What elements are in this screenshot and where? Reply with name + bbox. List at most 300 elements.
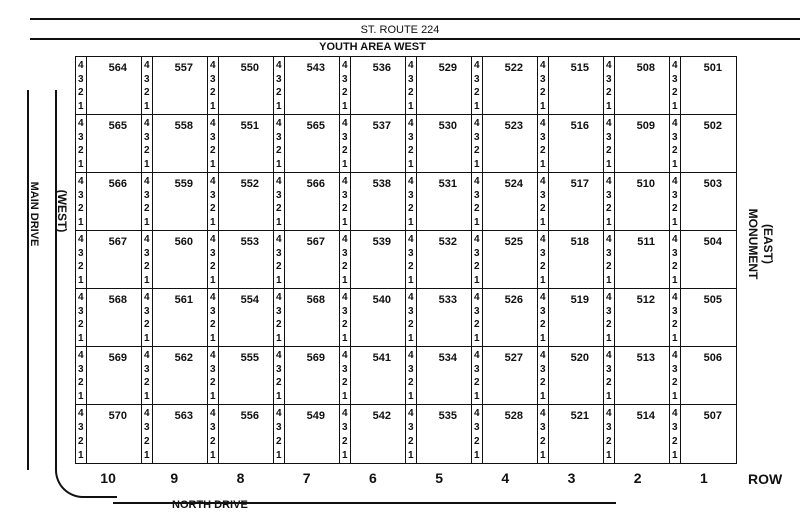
sub-position: 3 bbox=[540, 247, 546, 259]
sub-position: 4 bbox=[606, 176, 612, 187]
row-number: 3 bbox=[567, 470, 576, 486]
plot-number: 557 bbox=[174, 62, 193, 74]
sub-position-list bbox=[276, 350, 282, 402]
plot-number: 564 bbox=[108, 62, 127, 74]
sub-position: 2 bbox=[606, 377, 612, 389]
sub-position: 3 bbox=[540, 422, 546, 433]
sub-position: 4 bbox=[540, 292, 546, 303]
plot-cell bbox=[340, 231, 406, 289]
plot-cell bbox=[538, 173, 604, 231]
sub-position: 1 bbox=[210, 390, 216, 402]
sub-position: 2 bbox=[276, 261, 282, 273]
plot-number: 553 bbox=[240, 236, 259, 248]
sub-position: 1 bbox=[606, 332, 612, 344]
sub-position: 4 bbox=[606, 118, 612, 129]
sub-position: 4 bbox=[474, 176, 480, 187]
sub-position: 3 bbox=[210, 189, 216, 201]
row-number: 8 bbox=[236, 470, 245, 486]
sub-position: 2 bbox=[540, 87, 546, 99]
sub-position: 1 bbox=[342, 450, 348, 461]
sub-position-list bbox=[540, 292, 546, 344]
sub-position: 3 bbox=[342, 363, 348, 375]
sub-position-list bbox=[210, 234, 216, 286]
sub-position: 4 bbox=[276, 350, 282, 361]
plot-cell bbox=[406, 289, 472, 347]
plot-cell bbox=[76, 231, 142, 289]
sub-position: 4 bbox=[342, 234, 348, 245]
east-label: (EAST) bbox=[761, 223, 775, 264]
plot-cell bbox=[604, 231, 670, 289]
sub-position: 4 bbox=[474, 350, 480, 361]
sub-position: 3 bbox=[474, 131, 480, 143]
sub-position: 2 bbox=[408, 145, 414, 157]
sub-position: 1 bbox=[342, 332, 348, 344]
sub-position-list bbox=[342, 118, 348, 170]
sub-position: 4 bbox=[342, 350, 348, 361]
sub-position: 4 bbox=[672, 292, 678, 303]
sub-position: 3 bbox=[474, 73, 480, 85]
sub-position: 1 bbox=[672, 100, 678, 112]
sub-position: 2 bbox=[144, 203, 150, 215]
sub-position: 1 bbox=[408, 100, 414, 112]
sub-position-list bbox=[78, 292, 84, 344]
plot-number: 535 bbox=[438, 410, 457, 422]
sub-position: 1 bbox=[408, 332, 414, 344]
sub-position: 3 bbox=[276, 422, 282, 433]
sub-position: 4 bbox=[540, 118, 546, 129]
sub-position: 4 bbox=[78, 176, 84, 187]
sub-position: 3 bbox=[672, 363, 678, 375]
plot-number: 542 bbox=[372, 410, 391, 422]
plot-cell bbox=[208, 347, 274, 405]
plot-number: 516 bbox=[570, 120, 589, 132]
sub-position-list bbox=[474, 292, 480, 344]
sub-position: 1 bbox=[606, 450, 612, 461]
sub-position: 3 bbox=[210, 363, 216, 375]
plot-number: 566 bbox=[306, 178, 325, 190]
sub-position: 1 bbox=[144, 100, 150, 112]
plot-number: 534 bbox=[438, 352, 457, 364]
sub-position: 1 bbox=[78, 332, 84, 344]
sub-position: 4 bbox=[78, 60, 84, 71]
sub-position: 2 bbox=[78, 203, 84, 215]
sub-position: 2 bbox=[474, 319, 480, 331]
sub-position: 3 bbox=[210, 305, 216, 317]
plot-number: 537 bbox=[372, 120, 391, 132]
sub-position: 3 bbox=[276, 189, 282, 201]
east-monument-label bbox=[745, 209, 775, 280]
sub-position: 2 bbox=[342, 377, 348, 389]
sub-position-list bbox=[210, 292, 216, 344]
sub-position: 4 bbox=[606, 408, 612, 419]
sub-position-list bbox=[144, 118, 150, 170]
sub-position: 4 bbox=[474, 292, 480, 303]
sub-position: 2 bbox=[342, 145, 348, 157]
plot-number: 507 bbox=[703, 410, 722, 422]
sub-position: 4 bbox=[276, 118, 282, 129]
sub-position: 2 bbox=[474, 145, 480, 157]
sub-position-list bbox=[210, 118, 216, 170]
plot-cell bbox=[472, 405, 538, 463]
sub-position-list bbox=[276, 292, 282, 344]
plot-number: 532 bbox=[438, 236, 457, 248]
route-224-line-bottom bbox=[30, 38, 800, 40]
plot-cell bbox=[538, 57, 604, 115]
sub-position: 3 bbox=[144, 131, 150, 143]
sub-position-list bbox=[672, 350, 678, 402]
sub-position-list bbox=[540, 176, 546, 228]
sub-position: 4 bbox=[408, 176, 414, 187]
sub-position: 4 bbox=[144, 350, 150, 361]
sub-position: 3 bbox=[540, 363, 546, 375]
plot-cell bbox=[472, 289, 538, 347]
sub-position: 1 bbox=[540, 450, 546, 461]
plot-cell bbox=[76, 115, 142, 173]
sub-position: 4 bbox=[606, 350, 612, 361]
route-224-label: ST. ROUTE 224 bbox=[360, 24, 440, 36]
sub-position: 4 bbox=[342, 60, 348, 71]
sub-position: 3 bbox=[342, 305, 348, 317]
sub-position: 3 bbox=[474, 247, 480, 259]
main-drive-line bbox=[27, 90, 29, 470]
row-number: 9 bbox=[170, 470, 179, 486]
sub-position: 4 bbox=[144, 118, 150, 129]
sub-position: 1 bbox=[342, 100, 348, 112]
sub-position-list bbox=[276, 118, 282, 170]
sub-position: 3 bbox=[276, 305, 282, 317]
sub-position: 2 bbox=[144, 377, 150, 389]
plot-cell bbox=[670, 231, 736, 289]
sub-position: 2 bbox=[408, 436, 414, 447]
plot-cell bbox=[208, 231, 274, 289]
sub-position: 4 bbox=[474, 234, 480, 245]
plot-number: 530 bbox=[438, 120, 457, 132]
sub-position: 2 bbox=[408, 377, 414, 389]
sub-position: 4 bbox=[210, 234, 216, 245]
plot-number: 560 bbox=[174, 236, 193, 248]
sub-position-list bbox=[474, 176, 480, 228]
sub-position: 1 bbox=[342, 216, 348, 228]
sub-position: 2 bbox=[78, 261, 84, 273]
sub-position: 4 bbox=[78, 118, 84, 129]
sub-position-list bbox=[606, 176, 612, 228]
plot-number: 529 bbox=[438, 62, 457, 74]
sub-position-list bbox=[540, 234, 546, 286]
plot-cell bbox=[142, 347, 208, 405]
sub-position: 1 bbox=[606, 100, 612, 112]
sub-position-list bbox=[474, 234, 480, 286]
sub-position-list bbox=[276, 408, 282, 461]
sub-position: 3 bbox=[606, 422, 612, 433]
sub-position: 4 bbox=[342, 292, 348, 303]
sub-position: 1 bbox=[672, 450, 678, 461]
plot-number: 541 bbox=[372, 352, 391, 364]
sub-position: 2 bbox=[408, 261, 414, 273]
sub-position: 2 bbox=[540, 203, 546, 215]
plot-number: 533 bbox=[438, 294, 457, 306]
plot-cell bbox=[472, 231, 538, 289]
plot-cell bbox=[604, 405, 670, 463]
plot-number: 558 bbox=[174, 120, 193, 132]
sub-position: 1 bbox=[78, 216, 84, 228]
plot-cell bbox=[274, 173, 340, 231]
plot-number: 543 bbox=[306, 62, 325, 74]
sub-position-list bbox=[672, 118, 678, 170]
sub-position: 2 bbox=[606, 319, 612, 331]
plot-number: 525 bbox=[504, 236, 523, 248]
sub-position: 4 bbox=[672, 408, 678, 419]
sub-position: 3 bbox=[144, 422, 150, 433]
sub-position: 4 bbox=[276, 292, 282, 303]
plot-number: 518 bbox=[570, 236, 589, 248]
sub-position: 4 bbox=[144, 408, 150, 419]
sub-position: 1 bbox=[276, 274, 282, 286]
sub-position: 2 bbox=[606, 261, 612, 273]
sub-position: 3 bbox=[78, 189, 84, 201]
sub-position-list bbox=[474, 60, 480, 112]
sub-position: 1 bbox=[144, 274, 150, 286]
plot-cell bbox=[604, 57, 670, 115]
sub-position: 4 bbox=[606, 60, 612, 71]
sub-position: 4 bbox=[540, 234, 546, 245]
sub-position-list bbox=[78, 234, 84, 286]
sub-position: 3 bbox=[606, 305, 612, 317]
plot-number: 510 bbox=[636, 178, 655, 190]
sub-position: 1 bbox=[408, 158, 414, 170]
sub-position: 3 bbox=[672, 247, 678, 259]
sub-position-list bbox=[210, 408, 216, 461]
plot-cell bbox=[406, 57, 472, 115]
sub-position: 1 bbox=[474, 450, 480, 461]
plot-number: 503 bbox=[703, 178, 722, 190]
plot-number: 552 bbox=[240, 178, 259, 190]
plot-cell bbox=[670, 115, 736, 173]
sub-position: 1 bbox=[342, 274, 348, 286]
plot-cell bbox=[208, 57, 274, 115]
plot-number: 520 bbox=[570, 352, 589, 364]
plot-cell bbox=[340, 347, 406, 405]
sub-position: 1 bbox=[408, 390, 414, 402]
plot-cell bbox=[604, 173, 670, 231]
sub-position: 3 bbox=[474, 422, 480, 433]
sub-position: 1 bbox=[408, 274, 414, 286]
sub-position: 4 bbox=[672, 118, 678, 129]
sub-position-list bbox=[342, 176, 348, 228]
sub-position: 4 bbox=[210, 118, 216, 129]
plot-cell bbox=[604, 115, 670, 173]
plot-number: 515 bbox=[570, 62, 589, 74]
sub-position: 4 bbox=[78, 292, 84, 303]
sub-position-list bbox=[342, 350, 348, 402]
sub-position: 3 bbox=[144, 363, 150, 375]
sub-position-list bbox=[474, 118, 480, 170]
sub-position: 3 bbox=[210, 422, 216, 433]
sub-position-list bbox=[342, 292, 348, 344]
sub-position: 3 bbox=[144, 73, 150, 85]
sub-position: 3 bbox=[672, 131, 678, 143]
row-number: 7 bbox=[302, 470, 311, 486]
sub-position: 4 bbox=[276, 176, 282, 187]
plot-number: 528 bbox=[504, 410, 523, 422]
sub-position: 2 bbox=[540, 319, 546, 331]
sub-position-list bbox=[474, 350, 480, 402]
plot-number: 514 bbox=[636, 410, 655, 422]
plot-number: 509 bbox=[636, 120, 655, 132]
sub-position: 3 bbox=[276, 131, 282, 143]
sub-position: 2 bbox=[78, 436, 84, 447]
sub-position: 3 bbox=[606, 73, 612, 85]
sub-position-list bbox=[474, 408, 480, 461]
sub-position: 1 bbox=[276, 450, 282, 461]
plot-number: 508 bbox=[636, 62, 655, 74]
plot-cell bbox=[604, 289, 670, 347]
sub-position: 1 bbox=[540, 390, 546, 402]
plot-cell bbox=[274, 57, 340, 115]
sub-position-list bbox=[210, 350, 216, 402]
sub-position: 3 bbox=[408, 305, 414, 317]
plot-number: 570 bbox=[108, 410, 127, 422]
sub-position: 4 bbox=[210, 292, 216, 303]
sub-position: 3 bbox=[474, 363, 480, 375]
sub-position: 2 bbox=[210, 87, 216, 99]
sub-position: 4 bbox=[540, 350, 546, 361]
plot-cell bbox=[406, 231, 472, 289]
plot-cell bbox=[340, 173, 406, 231]
sub-position: 1 bbox=[606, 390, 612, 402]
sub-position: 2 bbox=[606, 145, 612, 157]
sub-position-list bbox=[672, 60, 678, 112]
sub-position: 4 bbox=[408, 292, 414, 303]
sub-position: 3 bbox=[276, 363, 282, 375]
sub-position: 1 bbox=[78, 450, 84, 461]
plot-number: 519 bbox=[570, 294, 589, 306]
sub-position-list bbox=[606, 350, 612, 402]
sub-position: 1 bbox=[276, 158, 282, 170]
sub-position: 3 bbox=[540, 305, 546, 317]
plot-number: 517 bbox=[570, 178, 589, 190]
plot-number: 527 bbox=[504, 352, 523, 364]
sub-position: 2 bbox=[78, 87, 84, 99]
sub-position: 3 bbox=[408, 73, 414, 85]
sub-position: 3 bbox=[210, 131, 216, 143]
youth-area-west-label: YOUTH AREA WEST bbox=[319, 41, 426, 53]
sub-position: 3 bbox=[342, 422, 348, 433]
route-224-line-top bbox=[30, 18, 800, 20]
sub-position: 2 bbox=[474, 261, 480, 273]
row-number: 4 bbox=[501, 470, 510, 486]
plot-cell bbox=[274, 405, 340, 463]
plot-cell bbox=[340, 115, 406, 173]
sub-position: 4 bbox=[408, 408, 414, 419]
sub-position-list bbox=[342, 60, 348, 112]
sub-position-list bbox=[210, 60, 216, 112]
plot-cell bbox=[406, 173, 472, 231]
sub-position-list bbox=[408, 292, 414, 344]
sub-position: 2 bbox=[210, 377, 216, 389]
plot-number: 551 bbox=[240, 120, 259, 132]
sub-position: 4 bbox=[540, 408, 546, 419]
plot-number: 531 bbox=[438, 178, 457, 190]
sub-position: 1 bbox=[144, 450, 150, 461]
sub-position: 4 bbox=[672, 350, 678, 361]
sub-position: 2 bbox=[210, 319, 216, 331]
sub-position: 2 bbox=[276, 436, 282, 447]
sub-position: 2 bbox=[540, 145, 546, 157]
sub-position-list bbox=[672, 408, 678, 461]
sub-position: 2 bbox=[276, 319, 282, 331]
sub-position: 1 bbox=[672, 390, 678, 402]
sub-position: 2 bbox=[210, 261, 216, 273]
sub-position: 3 bbox=[606, 363, 612, 375]
sub-position-list bbox=[144, 350, 150, 402]
sub-position: 4 bbox=[408, 350, 414, 361]
sub-position: 1 bbox=[672, 216, 678, 228]
plot-number: 539 bbox=[372, 236, 391, 248]
sub-position: 4 bbox=[210, 408, 216, 419]
row-number: 1 bbox=[699, 470, 708, 486]
plot-number: 540 bbox=[372, 294, 391, 306]
sub-position: 2 bbox=[276, 377, 282, 389]
sub-position: 1 bbox=[342, 158, 348, 170]
plot-number: 536 bbox=[372, 62, 391, 74]
plot-cell bbox=[208, 115, 274, 173]
sub-position: 2 bbox=[672, 87, 678, 99]
sub-position: 1 bbox=[210, 274, 216, 286]
sub-position: 2 bbox=[672, 261, 678, 273]
sub-position-list bbox=[606, 408, 612, 461]
plot-number: 555 bbox=[240, 352, 259, 364]
sub-position-list bbox=[276, 234, 282, 286]
sub-position: 1 bbox=[474, 158, 480, 170]
plot-number: 523 bbox=[504, 120, 523, 132]
sub-position: 4 bbox=[606, 292, 612, 303]
sub-position: 2 bbox=[672, 436, 678, 447]
plot-cell bbox=[340, 405, 406, 463]
sub-position: 1 bbox=[276, 100, 282, 112]
sub-position: 3 bbox=[672, 73, 678, 85]
sub-position-list bbox=[672, 234, 678, 286]
sub-position: 2 bbox=[342, 436, 348, 447]
sub-position: 2 bbox=[78, 319, 84, 331]
sub-position: 3 bbox=[210, 73, 216, 85]
plot-cell bbox=[340, 289, 406, 347]
plot-cell bbox=[670, 289, 736, 347]
sub-position: 1 bbox=[474, 332, 480, 344]
row-label: ROW bbox=[748, 471, 783, 487]
sub-position: 4 bbox=[210, 176, 216, 187]
sub-position: 3 bbox=[342, 73, 348, 85]
sub-position: 4 bbox=[342, 118, 348, 129]
sub-position: 1 bbox=[210, 332, 216, 344]
plot-number: 563 bbox=[174, 410, 193, 422]
sub-position: 3 bbox=[408, 247, 414, 259]
row-number: 2 bbox=[633, 470, 642, 486]
plot-cell bbox=[406, 405, 472, 463]
sub-position: 2 bbox=[672, 377, 678, 389]
sub-position: 1 bbox=[672, 332, 678, 344]
plot-cell bbox=[406, 347, 472, 405]
sub-position: 3 bbox=[606, 131, 612, 143]
sub-position: 1 bbox=[210, 158, 216, 170]
plot-cell bbox=[538, 289, 604, 347]
plot-cell bbox=[472, 173, 538, 231]
sub-position: 2 bbox=[672, 145, 678, 157]
sub-position: 2 bbox=[474, 436, 480, 447]
sub-position: 3 bbox=[408, 189, 414, 201]
sub-position: 3 bbox=[276, 247, 282, 259]
sub-position: 1 bbox=[342, 390, 348, 402]
sub-position: 4 bbox=[474, 408, 480, 419]
